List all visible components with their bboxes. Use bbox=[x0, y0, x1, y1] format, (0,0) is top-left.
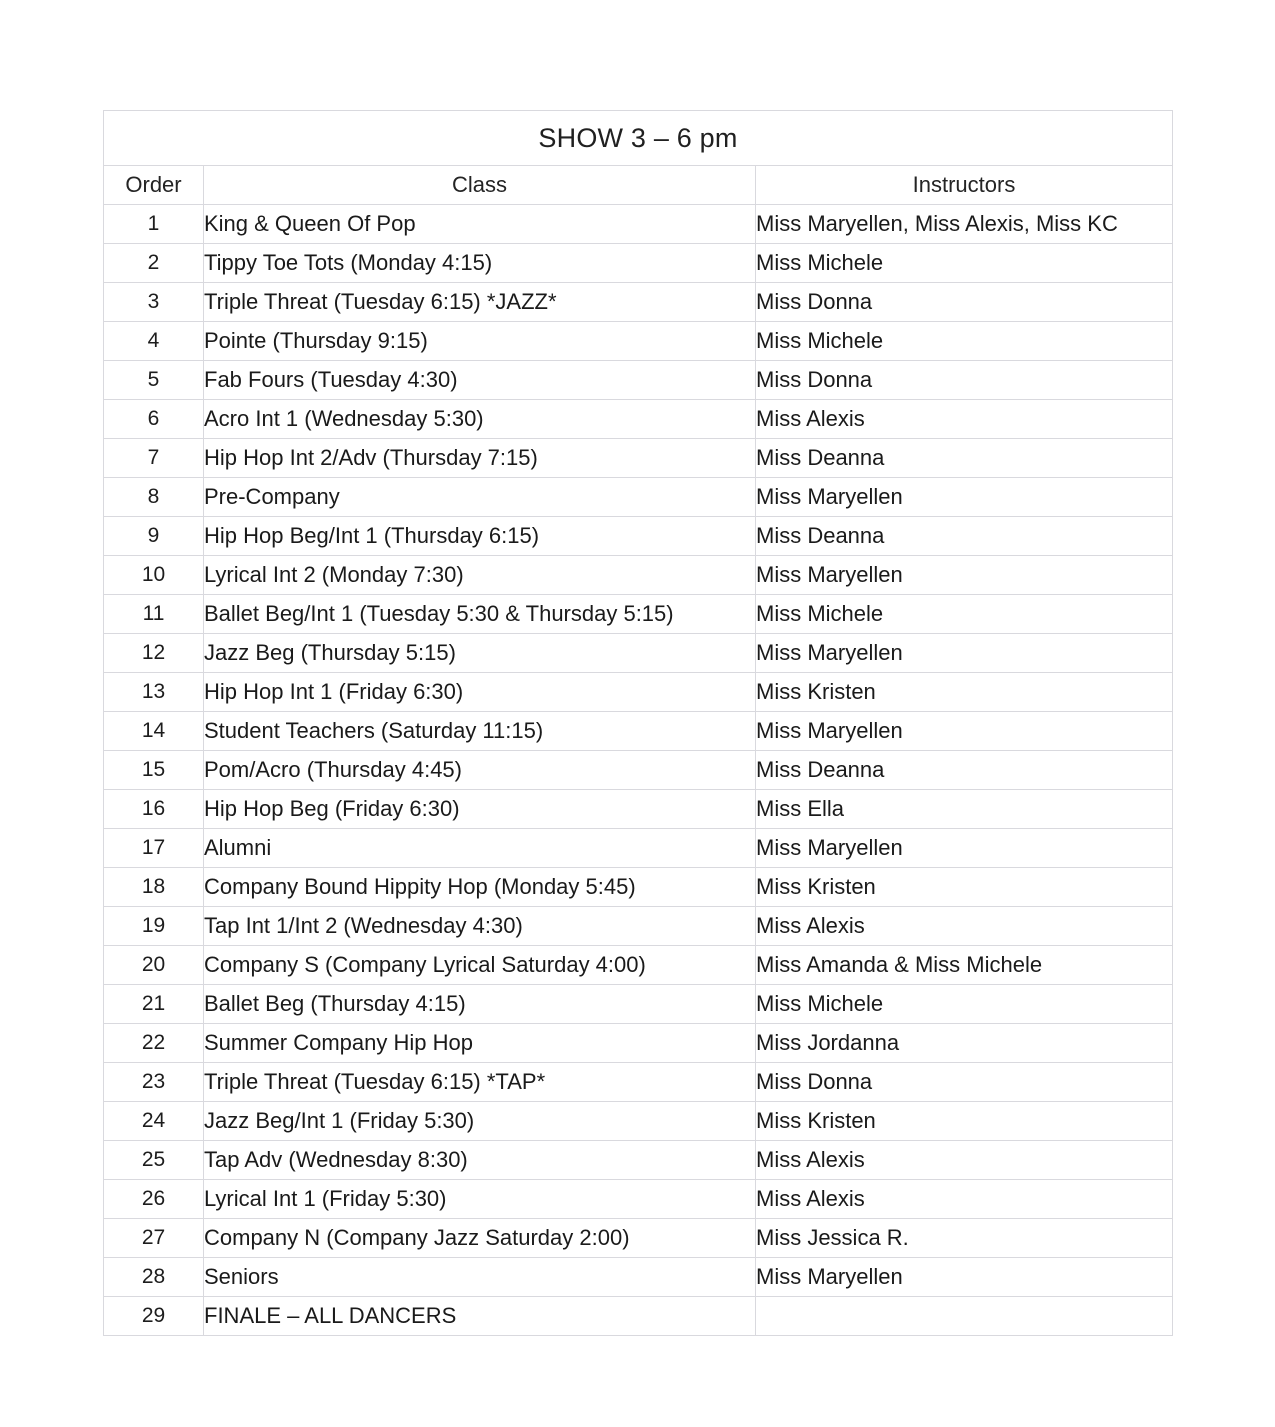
cell-class: Pointe (Thursday 9:15) bbox=[204, 322, 756, 361]
table-row bbox=[104, 1024, 1173, 1063]
table-row bbox=[104, 244, 1173, 283]
cell-order: 5 bbox=[104, 361, 204, 400]
table-row bbox=[104, 985, 1173, 1024]
table-row bbox=[104, 478, 1173, 517]
cell-instructors: Miss Maryellen bbox=[756, 556, 1173, 595]
cell-class: Student Teachers (Saturday 11:15) bbox=[204, 712, 756, 751]
table-row bbox=[104, 595, 1173, 634]
cell-order: 7 bbox=[104, 439, 204, 478]
cell-class: Ballet Beg/Int 1 (Tuesday 5:30 & Thursday 5:15) bbox=[204, 595, 756, 634]
cell-class: Company Bound Hippity Hop (Monday 5:45) bbox=[204, 868, 756, 907]
table-row bbox=[104, 556, 1173, 595]
cell-class: Summer Company Hip Hop bbox=[204, 1024, 756, 1063]
cell-instructors: Miss Alexis bbox=[756, 1180, 1173, 1219]
cell-order: 3 bbox=[104, 283, 204, 322]
table-row bbox=[104, 283, 1173, 322]
cell-instructors: Miss Maryellen bbox=[756, 1258, 1173, 1297]
cell-order: 13 bbox=[104, 673, 204, 712]
cell-class: King & Queen Of Pop bbox=[204, 205, 756, 244]
table-row bbox=[104, 1063, 1173, 1102]
table-row bbox=[104, 946, 1173, 985]
table-row bbox=[104, 1258, 1173, 1297]
cell-class: Pom/Acro (Thursday 4:45) bbox=[204, 751, 756, 790]
cell-class: Jazz Beg/Int 1 (Friday 5:30) bbox=[204, 1102, 756, 1141]
cell-instructors: Miss Kristen bbox=[756, 868, 1173, 907]
cell-instructors: Miss Maryellen bbox=[756, 829, 1173, 868]
cell-order: 2 bbox=[104, 244, 204, 283]
table-row bbox=[104, 907, 1173, 946]
cell-order: 17 bbox=[104, 829, 204, 868]
table-row bbox=[104, 829, 1173, 868]
cell-instructors: Miss Maryellen, Miss Alexis, Miss KC bbox=[756, 205, 1173, 244]
cell-instructors: Miss Deanna bbox=[756, 517, 1173, 556]
cell-instructors: Miss Michele bbox=[756, 244, 1173, 283]
cell-order: 4 bbox=[104, 322, 204, 361]
cell-class: Hip Hop Beg/Int 1 (Thursday 6:15) bbox=[204, 517, 756, 556]
show-lineup-table bbox=[103, 110, 1173, 1336]
cell-instructors: Miss Amanda & Miss Michele bbox=[756, 946, 1173, 985]
cell-class: Lyrical Int 1 (Friday 5:30) bbox=[204, 1180, 756, 1219]
table-row bbox=[104, 517, 1173, 556]
table-row bbox=[104, 1102, 1173, 1141]
table-row bbox=[104, 790, 1173, 829]
cell-instructors: Miss Donna bbox=[756, 1063, 1173, 1102]
cell-instructors: Miss Ella bbox=[756, 790, 1173, 829]
cell-order: 23 bbox=[104, 1063, 204, 1102]
cell-class: Hip Hop Int 2/Adv (Thursday 7:15) bbox=[204, 439, 756, 478]
column-header-instructors: Instructors bbox=[756, 166, 1173, 205]
table-row bbox=[104, 1180, 1173, 1219]
cell-instructors: Miss Deanna bbox=[756, 751, 1173, 790]
cell-order: 21 bbox=[104, 985, 204, 1024]
cell-instructors: Miss Deanna bbox=[756, 439, 1173, 478]
cell-order: 10 bbox=[104, 556, 204, 595]
cell-order: 26 bbox=[104, 1180, 204, 1219]
table-body bbox=[104, 205, 1173, 1336]
cell-instructors: Miss Maryellen bbox=[756, 478, 1173, 517]
table-row bbox=[104, 439, 1173, 478]
cell-class: Triple Threat (Tuesday 6:15) *JAZZ* bbox=[204, 283, 756, 322]
cell-instructors: Miss Donna bbox=[756, 361, 1173, 400]
table-row bbox=[104, 868, 1173, 907]
cell-instructors: Miss Michele bbox=[756, 985, 1173, 1024]
cell-instructors: Miss Michele bbox=[756, 322, 1173, 361]
cell-order: 15 bbox=[104, 751, 204, 790]
cell-class: Alumni bbox=[204, 829, 756, 868]
cell-class: Tap Adv (Wednesday 8:30) bbox=[204, 1141, 756, 1180]
table-row bbox=[104, 322, 1173, 361]
cell-order: 22 bbox=[104, 1024, 204, 1063]
cell-order: 18 bbox=[104, 868, 204, 907]
column-header-row bbox=[104, 166, 1173, 205]
show-lineup-sheet bbox=[103, 110, 1172, 1336]
table-row bbox=[104, 1141, 1173, 1180]
table-row bbox=[104, 1219, 1173, 1258]
cell-class: Hip Hop Int 1 (Friday 6:30) bbox=[204, 673, 756, 712]
page-title: SHOW 3 – 6 pm bbox=[104, 111, 1173, 166]
cell-class: Acro Int 1 (Wednesday 5:30) bbox=[204, 400, 756, 439]
cell-instructors: Miss Kristen bbox=[756, 673, 1173, 712]
table-row bbox=[104, 205, 1173, 244]
cell-instructors: Miss Alexis bbox=[756, 1141, 1173, 1180]
cell-instructors: Miss Donna bbox=[756, 283, 1173, 322]
cell-order: 20 bbox=[104, 946, 204, 985]
cell-instructors: Miss Alexis bbox=[756, 907, 1173, 946]
cell-order: 19 bbox=[104, 907, 204, 946]
table-row bbox=[104, 751, 1173, 790]
cell-order: 1 bbox=[104, 205, 204, 244]
cell-order: 29 bbox=[104, 1297, 204, 1336]
cell-instructors: Miss Alexis bbox=[756, 400, 1173, 439]
cell-class: Pre-Company bbox=[204, 478, 756, 517]
cell-class: Triple Threat (Tuesday 6:15) *TAP* bbox=[204, 1063, 756, 1102]
cell-order: 6 bbox=[104, 400, 204, 439]
cell-order: 12 bbox=[104, 634, 204, 673]
cell-class: Lyrical Int 2 (Monday 7:30) bbox=[204, 556, 756, 595]
table-row bbox=[104, 1297, 1173, 1336]
cell-order: 9 bbox=[104, 517, 204, 556]
cell-class: Jazz Beg (Thursday 5:15) bbox=[204, 634, 756, 673]
cell-class: Seniors bbox=[204, 1258, 756, 1297]
cell-order: 14 bbox=[104, 712, 204, 751]
cell-instructors: Miss Michele bbox=[756, 595, 1173, 634]
cell-class: Company S (Company Lyrical Saturday 4:00) bbox=[204, 946, 756, 985]
cell-class: Fab Fours (Tuesday 4:30) bbox=[204, 361, 756, 400]
cell-class: Tippy Toe Tots (Monday 4:15) bbox=[204, 244, 756, 283]
cell-class: Ballet Beg (Thursday 4:15) bbox=[204, 985, 756, 1024]
cell-class: Tap Int 1/Int 2 (Wednesday 4:30) bbox=[204, 907, 756, 946]
cell-order: 25 bbox=[104, 1141, 204, 1180]
cell-class: Company N (Company Jazz Saturday 2:00) bbox=[204, 1219, 756, 1258]
title-row bbox=[104, 111, 1173, 166]
cell-instructors: Miss Jessica R. bbox=[756, 1219, 1173, 1258]
cell-order: 24 bbox=[104, 1102, 204, 1141]
column-header-class: Class bbox=[204, 166, 756, 205]
table-row bbox=[104, 361, 1173, 400]
cell-instructors bbox=[756, 1297, 1173, 1336]
table-row bbox=[104, 712, 1173, 751]
table-row bbox=[104, 634, 1173, 673]
cell-instructors: Miss Maryellen bbox=[756, 634, 1173, 673]
cell-instructors: Miss Jordanna bbox=[756, 1024, 1173, 1063]
cell-instructors: Miss Kristen bbox=[756, 1102, 1173, 1141]
cell-order: 8 bbox=[104, 478, 204, 517]
column-header-order: Order bbox=[104, 166, 204, 205]
table-head bbox=[104, 111, 1173, 205]
cell-order: 11 bbox=[104, 595, 204, 634]
cell-order: 27 bbox=[104, 1219, 204, 1258]
cell-class: FINALE – ALL DANCERS bbox=[204, 1297, 756, 1336]
cell-instructors: Miss Maryellen bbox=[756, 712, 1173, 751]
table-row bbox=[104, 400, 1173, 439]
table-row bbox=[104, 673, 1173, 712]
cell-order: 16 bbox=[104, 790, 204, 829]
cell-order: 28 bbox=[104, 1258, 204, 1297]
cell-class: Hip Hop Beg (Friday 6:30) bbox=[204, 790, 756, 829]
